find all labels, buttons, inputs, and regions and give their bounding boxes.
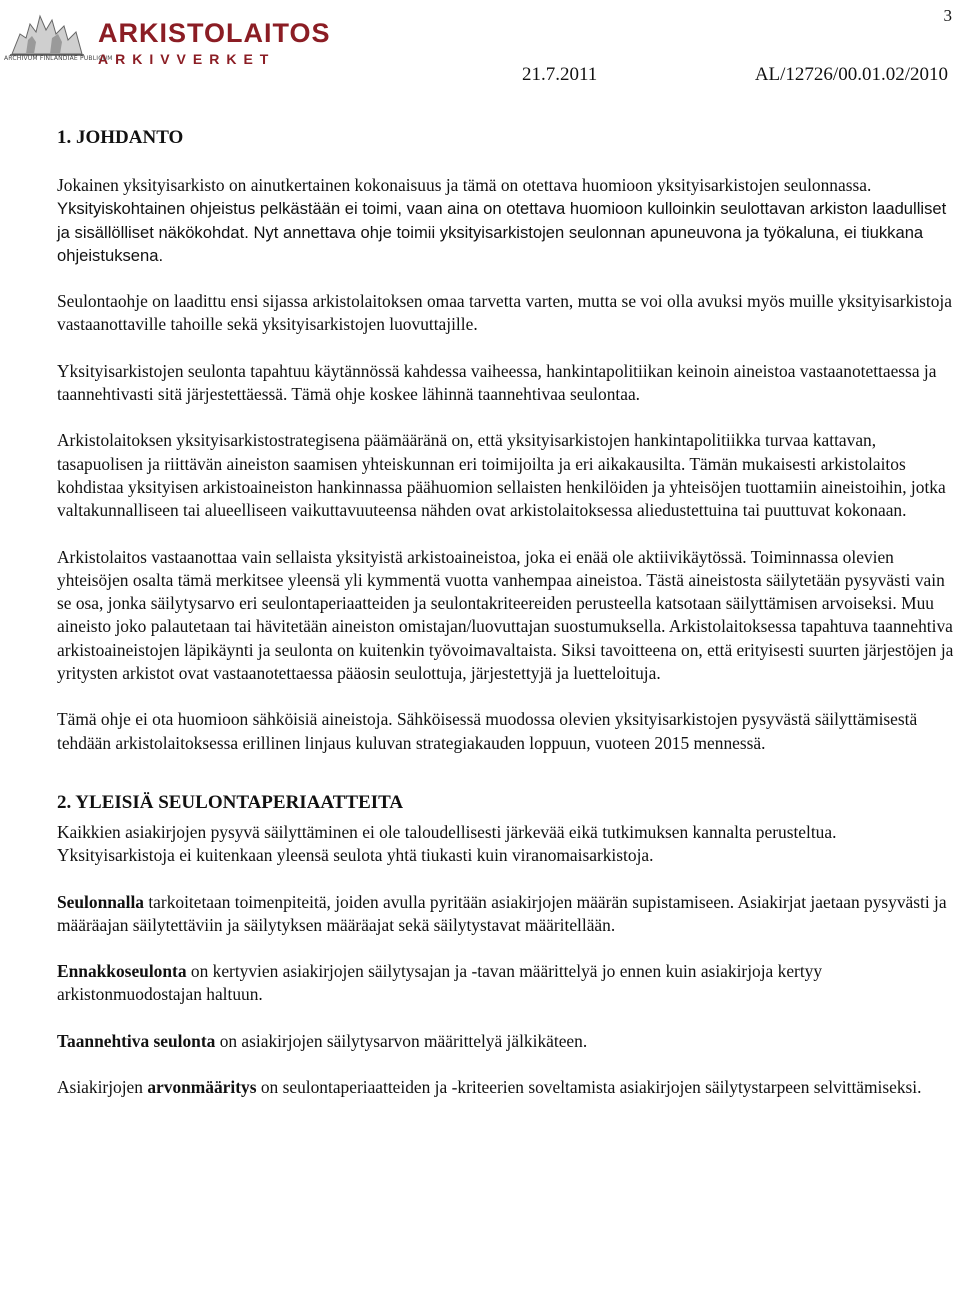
section-1-paragraph-1 [57,174,957,267]
logo-subname: ARKIVVERKET [98,51,276,67]
emblem-caption: ARCHIVUM FINLANDIAE PUBLICUM [4,55,113,62]
term-ennakkoseulonta: Ennakkoseulonta [57,961,187,982]
section-1-paragraph-6: Tämä ohje ei ota huomioon sähköisiä aineistoja. Sähköisessä muodossa olevien yksityisarkistojen pysyvästä säilyttämisestä tehdään arkistolaitoksessa erillinen linjaus kuluvan strategiakauden loppuun, vuoteen 2015 mennessä. [57,709,918,753]
section-1-paragraph-2: Seulontaohje on laadittu ensi sijassa arkistolaitoksen omaa tarvetta varten, mutta se voi olla avuksi myös muille yksityisarkistoja vastaanottaville tahoille sekä yksityisarkistojen luovuttajille. [57,291,952,335]
definition-text: tarkoitetaan toimenpiteitä, joiden avulla pyritään asiakirjojen määrän supistamiseen. Asiakirjat jaetaan pysyvästi ja määräajan säilytettäviin ja säilytyksen määräajat sekä säilytystavat määritellään. [57,891,947,935]
definition-seulonta [57,891,957,938]
paragraph-1-serif-part: Jokainen yksityisarkisto on ainutkertainen kokonaisuus ja tämä on otettava huomioon yksityisarkistojen seulonnassa. [57,175,872,195]
section-1-paragraph-3: Yksityisarkistojen seulonta tapahtuu käytännössä kahdessa vaiheessa, hankintapolitiikan keinoin aineistoa vastaanotettaessa ja taannehtivasti sitä järjestettäessä. Tämä ohje koskee lähinnä taannehtivaa seulontaa. [57,360,937,405]
section-1-paragraph-4: Arkistolaitoksen yksityisarkistostrategisena päämääränä on, että yksityisarkistojen hankintapolitiikka turvaa kattavan, tasapuolisen ja riittävän aineiston saamisen yhteiskunnan eri toimijoilta ja eri aikakausilta. Tämän mukaisesti arkistolaitos kohdistaa yksityisen arkistoaineiston hankinnassa päähuomion sellaisten henkilöiden ja yhteisöjen tuottamiin aineistoihin, jotka valtakunnalliseen tai alueelliseen vaikuttavuuteensa nähden ovat arkistolaitoksessa aliedustettuina tai puuttuvat kokonaan. [57,430,946,521]
definition-text: on asiakirjojen säilytysarvon määrittelyä jälkikäteen. [215,1030,588,1051]
document-body [57,124,957,1099]
header-reference: AL/12726/00.01.02/2010 [754,64,948,85]
archive-emblem-icon [6,4,88,62]
section-1-heading: 1. JOHDANTO [57,127,184,148]
definition-taannehtiva-seulonta [57,1030,957,1053]
section-2-paragraph-1: Kaikkien asiakirjojen pysyvä säilyttäminen ei ole taloudellisesti järkevää eikä tutkimuksen kannalta perusteltua. Yksityisarkistoja ei kuitenkaan yleensä seulota yhtä tiukasti kuin viranomaisarkistoja. [57,821,837,866]
definition-arvonmaaritys [57,1076,957,1099]
definition-text: on kertyvien asiakirjojen säilytysajan ja -tavan määrittelyä jo ennen kuin asiakirjoja kertyy arkistonmuodostajan haltuun. [57,961,823,1005]
term-seulonta: Seulonnalla [57,891,144,912]
logo-name: ARKISTOLAITOS [98,18,331,48]
term-taannehtiva-seulonta: Taannehtiva seulonta [57,1030,216,1051]
section-1-paragraph-5: Arkistolaitos vastaanottaa vain sellaista yksityistä arkistoaineistoa, joka ei enää ole aktiivikäytössä. Toiminnassa olevien yhteisöjen osalta tämä merkitsee yleensä yli kymmentä vuotta vanhempaa aineistoa. Tästä aineistosta säilytetään pysyvästi vain se osa, jonka säilytysarvo eri seulontaperiaatteiden ja seulontakriteereiden perusteella katsotaan säilyttämisen arvoiseksi. Muu aineisto joko palautetaan tai hävitetään aineiston omistajan/luovuttajan suostumuksella. Arkistolaitoksessa tapahtuva taannehtiva arkistoaineistojen läpikäynti ja seulonta on kuitenkin työvoimavaltaista. Siksi tavoitteena on, että erityisesti suurten järjestöjen ja yritysten arkistot ovat vastaanotettaessa pääosin seulottuja, järjestettyjä ja luetteloituja. [57,546,954,684]
term-arvonmaaritys: arvonmääritys [147,1077,257,1098]
definition-prefix: Asiakirjojen [57,1077,148,1098]
section-2-heading: 2. YLEISIÄ SEULONTAPERIAATTEITA [57,791,404,813]
page-number: 3 [943,6,952,25]
definition-text: on seulontaperiaatteiden ja -kriteerien soveltamista asiakirjojen säilytystarpeen selvittämiseksi. [256,1077,922,1098]
definition-ennakkoseulonta [57,960,957,1007]
header-date: 21.7.2011 [522,64,598,85]
paragraph-1-sans-part: Yksityiskohtainen ohjeistus pelkästään ei toimi, vaan aina on otettava huomioon kulloinkin seulottavan arkiston laadulliset ja sisällölliset näkökohdat. Nyt annettava ohje toimii yksityisarkistojen seulonnan apuneuvona ja työkaluna, ei tiukkana ohjeistuksena. [57,199,947,265]
